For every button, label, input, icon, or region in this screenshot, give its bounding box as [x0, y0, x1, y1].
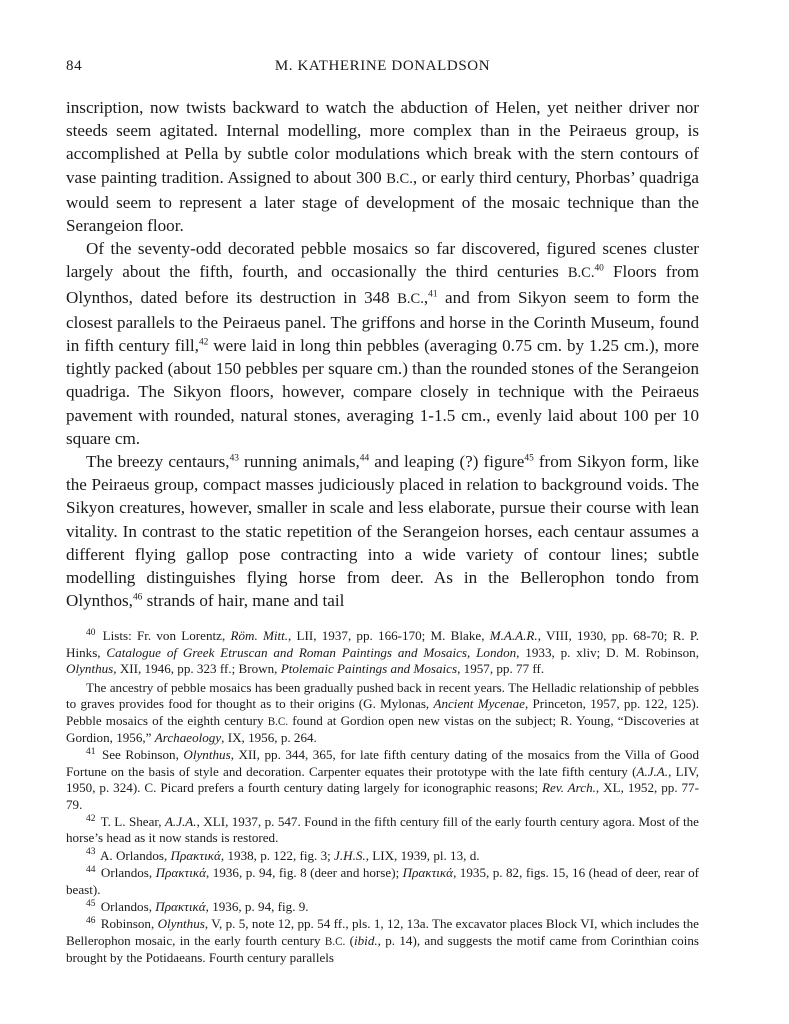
footnotes: [66, 628, 699, 966]
footnote-42: $^{42}$ T. L. Shear, A.J.A., XLI, 1937, p. 547. Found in the fifth century fill of the early fourth century agora. Most of the horse’s head as it now stands is restored.: [66, 813, 699, 846]
paragraph: The breezy centaurs,$^{43}$ running animals,$^{44}$ and leaping (?) figure$^{45}$ from Sikyon form, like the Peiraeus group, compact masses judiciously placed in relation to background voids. The Sikyon creatures, however, smaller in scale and less elaborate, pursue their course with lean vitality. In contrast to the static repetition of the Serangeion horses, each centaur assumes a different flying gallop pose contracting into a wide variety of contour lines; subtle modelling distinguishes flying horse from deer. As in the Bellerophon tondo from Olynthos,$^{46}$ strands of hair, mane and tail: [66, 452, 699, 611]
footnote-41: $^{41}$ See Robinson, Olynthus, XII, pp. 344, 365, for late fifth century dating of the mosaics from the Villa of Good Fortune on the basis of style and decoration. Carpenter equates their prototype with the late fifth century (A.J.A., LIV, 1950, p. 324). C. Picard prefers a fourth century dating largely for iconographic reasons; Rev. Arch., XL, 1952, pp. 77-79.: [66, 746, 700, 812]
footnote-ref[interactable]: 43: [229, 453, 239, 464]
document-page: [66, 58, 699, 968]
page-number: 84: [66, 58, 83, 74]
footnote-45: $^{45}$ Orlandos, Πρακτικά, 1936, p. 94, fig. 9.: [86, 898, 309, 914]
footnote-ref[interactable]: 46: [132, 592, 143, 603]
main-text: [66, 96, 699, 612]
footnote-44: $^{44}$ Orlandos, Πρακτικά, 1936, p. 94, fig. 8 (deer and horse); Πρακτικά, 1935, p. 82, figs. 15, 16 (head of deer, rear of beast).: [66, 864, 699, 897]
paragraph: inscription, now twists backward to watch the abduction of Helen, yet neither driver nor steeds seem agitated. Internal modelling, more complex than in the Peiraeus group, is accomplished at Pella by subtle color modulations which break with the stern contours of vase painting tradition. Assigned to about 300 B.C., or early third century, Phorbas’ quadriga would seem to represent a later stage of development of the mosaic technique than the Serangeion floor.: [66, 98, 699, 236]
footnote-40: $^{40}$ Lists: Fr. von Lorentz, Röm. Mitt., LII, 1937, pp. 166-170; M. Blake, M.A.A.R., VIII, 1930, pp. 68-70; R. P. Hinks, Catalogue of Greek Etruscan and Roman Paintings and Mosaics, London, 1933, p. xliv; D. M. Robinson, Olynthus, XII, 1946, pp. 323 ff.; Brown, Ptolemaic Paintings and Mosaics, 1957, pp. 77 ff.: [66, 628, 699, 677]
footnote-ref[interactable]: 45: [524, 453, 534, 464]
footnote-ref[interactable]: 44: [359, 453, 370, 464]
paragraph: Of the seventy-odd decorated pebble mosaics so far discovered, figured scenes cluster largely about the fifth, fourth, and occasionally the third centuries B.C.$^{40}$ Floors from Olynthos, dated before its destruction in 348 B.C.,$^{41}$ and from Sikyon seem to form the closest parallels to the Peiraeus panel. The griffons and horse in the Corinth Museum, found in fifth century fill,$^{42}$ were laid in long thin pebbles (averaging 0.75 cm. by 1.25 cm.), more tightly packed (about 150 pebbles per square cm.) than the rounded stones of the Serangeion quadriga. The Sikyon floors, however, compare closely in technique with the Peiraeus pavement with rounded, natural stones, averaging 1-1.5 cm., evenly laid about 100 per 10 square cm.: [66, 239, 699, 448]
footnote-46: $^{46}$ Robinson, Olynthus, V, p. 5, note 12, pp. 54 ff., pls. 1, 12, 13a. The excavator places Block VI, which includes the Bellerophon mosaic, in the early fourth century B.C. (ibid., p. 14), and suggests the motif came from Corinthian coins brought by the Potidaeans. Fourth century parallels: [66, 916, 699, 966]
footnote-ref[interactable]: 41: [428, 288, 438, 299]
footnote-43: $^{43}$ A. Orlandos, Πρακτικά, 1938, p. 122, fig. 3; J.H.S., LIX, 1939, pl. 13, d.: [86, 847, 480, 863]
footnote-40-continued: The ancestry of pebble mosaics has been gradually pushed back in recent years. The Helladic relationship of pebbles to graves provides food for thought as to their origins (G. Mylonas, Ancient Mycenae, Princeton, 1957, pp. 122, 125). Pebble mosaics of the eighth century B.C. found at Gordion open new vistas on the subject; R. Young, “Discoveries at Gordion, 1956,” Archaeology, IX, 1956, p. 264.: [66, 679, 699, 745]
footnote-ref[interactable]: 42: [198, 337, 209, 348]
page-header: [66, 58, 699, 82]
footnote-ref[interactable]: 40: [594, 263, 604, 274]
running-title: M. KATHERINE DONALDSON: [274, 58, 491, 74]
